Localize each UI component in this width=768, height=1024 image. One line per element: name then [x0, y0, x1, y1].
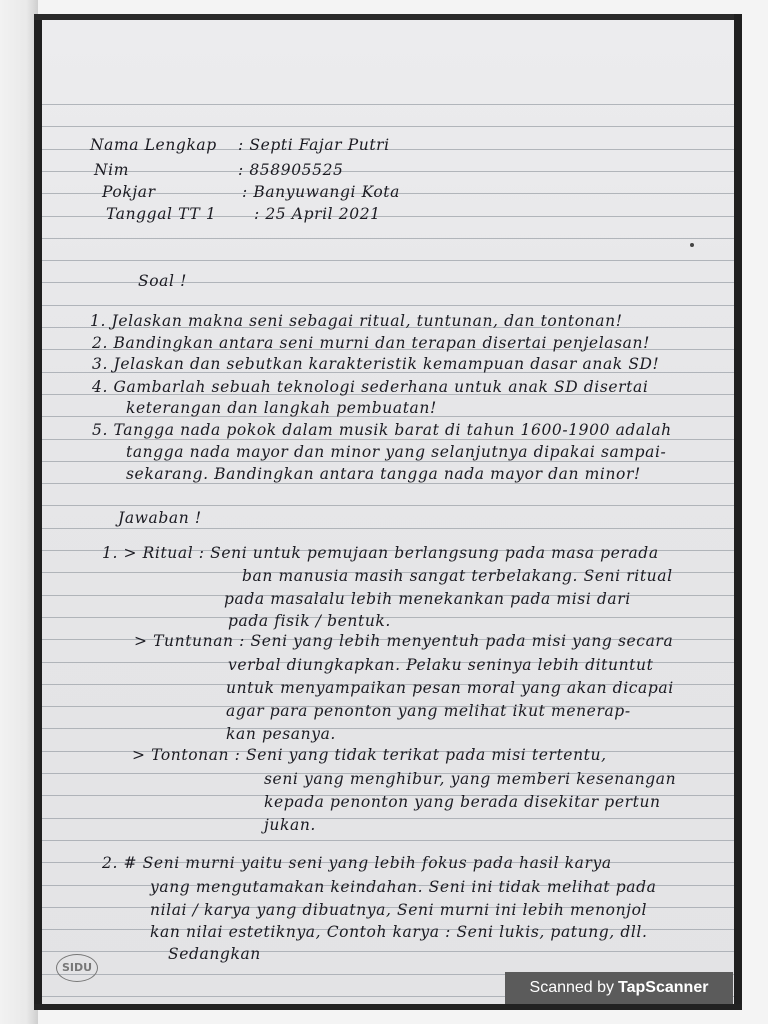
ruled-line	[42, 728, 734, 729]
notebook-brand-logo: SIDU	[56, 954, 98, 982]
nim-value: : 858905525	[238, 161, 344, 179]
question-line-2: 2. Bandingkan antara seni murni dan terapan disertai penjelasan!	[92, 334, 650, 352]
scan-border-right	[734, 14, 742, 1010]
answer-line-11: seni yang menghibur, yang memberi kesenangan	[264, 770, 677, 788]
question-line-3: 3. Jelaskan dan sebutkan karakteristik kemampuan dasar anak SD!	[92, 355, 660, 373]
ruled-line	[42, 951, 734, 952]
scanner-watermark	[505, 972, 733, 1004]
nama-value: : Septi Fajar Putri	[238, 136, 390, 154]
question-line-4: 4. Gambarlah sebuah teknologi sederhana untuk anak SD disertai	[92, 378, 649, 396]
ruled-line	[42, 171, 734, 172]
answer-line-7: untuk menyampaikan pesan moral yang akan dicapai	[226, 679, 674, 697]
answer-line-2: ban manusia masih sangat terbelakang. Seni ritual	[242, 567, 673, 585]
question-line-5: keterangan dan langkah pembuatan!	[126, 399, 437, 417]
answer-line-15: yang mengutamakan keindahan. Seni ini tidak melihat pada	[150, 878, 657, 896]
answer-line-16: nilai / karya yang dibuatnya, Seni murni ini lebih menonjol	[150, 901, 648, 919]
ruled-line	[42, 528, 734, 529]
answer-line-3: pada masalalu lebih menekankan pada misi dari	[224, 590, 631, 608]
scanner-prefix: Scanned by	[529, 979, 615, 996]
ruled-line	[42, 238, 734, 239]
answer-line-10: > Tontonan : Seni yang tidak terikat pada misi tertentu,	[132, 746, 607, 764]
pokjar-label: Pokjar	[102, 183, 156, 201]
ruled-line	[42, 126, 734, 127]
scan-border-bottom	[34, 1004, 742, 1010]
question-line-6: 5. Tangga nada pokok dalam musik barat di tahun 1600-1900 adalah	[92, 421, 672, 439]
background-edge	[0, 0, 38, 1024]
ruled-line	[42, 840, 734, 841]
question-line-7: tangga nada mayor dan minor yang selanjutnya dipakai sampai-	[126, 443, 667, 461]
ruled-line	[42, 483, 734, 484]
ruled-line	[42, 260, 734, 261]
nim-label: Nim	[94, 161, 130, 179]
answers-heading: Jawaban !	[118, 509, 202, 527]
question-line-8: sekarang. Bandingkan antara tangga nada mayor dan minor!	[126, 465, 641, 483]
tanggal-label: Tanggal TT 1	[106, 205, 217, 223]
answer-line-12: kepada penonton yang berada disekitar pertun	[264, 793, 661, 811]
pokjar-value: : Banyuwangi Kota	[242, 183, 400, 201]
scanner-brand: TapScanner	[618, 979, 709, 996]
answer-line-5: > Tuntunan : Seni yang lebih menyentuh pada misi yang secara	[134, 632, 674, 650]
answer-line-1: 1. > Ritual : Seni untuk pemujaan berlangsung pada masa perada	[102, 544, 659, 562]
questions-heading: Soal !	[138, 272, 187, 290]
scan-border-left	[34, 14, 42, 1010]
ruled-line	[42, 818, 734, 819]
answer-line-17: kan nilai estetiknya, Contoh karya : Seni lukis, patung, dll.	[150, 923, 648, 941]
answer-line-4: pada fisik / bentuk.	[228, 612, 391, 630]
nama-label: Nama Lengkap	[90, 136, 217, 154]
answer-line-6: verbal diungkapkan. Pelaku seninya lebih dituntut	[228, 656, 654, 674]
answer-line-13: jukan.	[264, 816, 316, 834]
ink-dot	[690, 243, 694, 247]
answer-line-14: 2. # Seni murni yaitu seni yang lebih fokus pada hasil karya	[102, 854, 612, 872]
answer-line-18: Sedangkan	[168, 945, 261, 963]
ruled-line	[42, 305, 734, 306]
question-line-1: 1. Jelaskan makna seni sebagai ritual, tuntunan, dan tontonan!	[90, 312, 623, 330]
ruled-line	[42, 505, 734, 506]
answer-line-8: agar para penonton yang melihat ikut menerap-	[226, 702, 631, 720]
tanggal-value: : 25 April 2021	[254, 205, 381, 223]
notebook-page	[42, 20, 734, 1004]
ruled-line	[42, 104, 734, 105]
answer-line-9: kan pesanya.	[226, 725, 336, 743]
